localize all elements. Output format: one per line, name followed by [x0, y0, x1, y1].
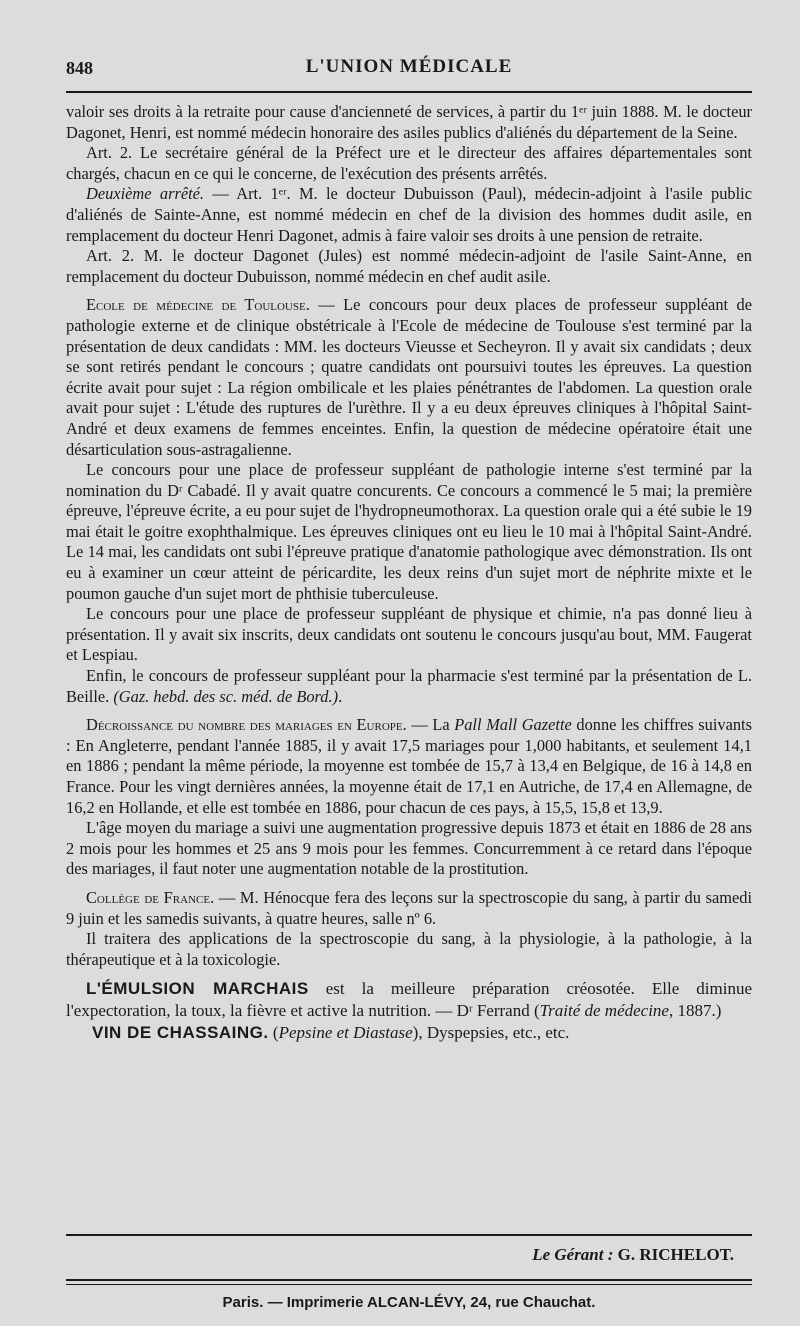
art2-paragraph: Art. 2. Le secrétaire général de la Préfect ure et le directeur des affaires départementales sont chargés, chacun en ce qui le concerne, de l'exécution des présents arrêtés. — [66, 143, 752, 183]
vin-ingredients: Pepsine et Diastase — [278, 1023, 413, 1043]
toulouse-heading: Ecole de médecine de Toulouse. — [86, 295, 310, 315]
printer-imprint: Paris. — Imprimerie ALCAN-LÉVY, 24, rue Chauchat. — [222, 1294, 596, 1311]
mariages-paragraph-2: L'âge moyen du mariage a suivi une augmentation progressive depuis 1873 et était en 1886 de 28 ans 2 mois pour les hommes et 25 ans 9 mois pour les femmes. Concurremment à ce retard dans l'époque des mariages, il faut noter une augmentation notable de la prostitution. — [66, 818, 752, 879]
footer-rule-1 — [66, 1279, 752, 1281]
mariages-heading: Décroissance du nombre des mariages en Europe. — [86, 715, 407, 735]
gerant-line — [532, 1245, 734, 1265]
toulouse-paragraph-1 — [66, 295, 752, 460]
mariages-text-1a: — La — [406, 715, 455, 735]
college-heading: Collège de France. — [86, 887, 215, 907]
pall-mall-gazette: Pall Mall Gazette — [454, 715, 572, 735]
advertisements — [66, 978, 752, 1044]
journal-title: L'UNION MÉDICALE — [305, 56, 513, 77]
vin-text: ), Dyspepsies, etc., etc. — [412, 1023, 570, 1043]
intro-paragraph: valoir ses droits à la retraite pour cause d'ancienneté de services, à partir du 1ᵉʳ juin 1888. M. le docteur Dagonet, Henri, est nommé médecin honoraire des asiles publics d'aliénés du département de la Seine. — [66, 102, 752, 142]
vin-paren: ( — [268, 1023, 279, 1043]
college-paragraph-1 — [66, 888, 752, 929]
article-body — [66, 102, 752, 1044]
emulsion-marchais-ad — [66, 978, 752, 1022]
vin-chassaing-name: VIN DE CHASSAING. — [92, 1023, 269, 1043]
footer-rule-top — [66, 1234, 752, 1236]
toulouse-text-4-end: . — [338, 686, 343, 706]
mariages-paragraph-1 — [66, 715, 752, 818]
emulsion-citation: Traité de médecine — [539, 1001, 669, 1021]
deuxieme-arrete-label: Deuxième arrêté. — [86, 184, 205, 204]
citation-gaz-hebd: (Gaz. hebd. des sc. méd. de Bord.) — [113, 686, 339, 706]
page-number: 848 — [66, 58, 93, 78]
deuxieme-arrete-text: — Art. 1ᵉʳ. M. le docteur Dubuisson (Paul), médecin-adjoint à l'asile public d'aliénés de Sainte-Anne, est nommé médecin en chef de la division des hommes dudit asile, en remplacement du docteur Henri Dagonet, admis à faire valoir ses droits à une pension de retraite. — [66, 184, 753, 245]
vin-chassaing-ad — [66, 1022, 752, 1044]
emulsion-end: , 1887.) — [668, 1001, 722, 1021]
toulouse-paragraph-3: Le concours pour une place de professeur suppléant de physique et chimie, n'a pas donné lieu à présentation. Il y avait six inscrits, deux candidats ont soutenu le concours jusqu'au bout, MM. Faugerat et Lespiau. — [66, 604, 752, 665]
gerant-label: Le Gérant : — [532, 1245, 614, 1264]
header-rule — [66, 91, 752, 93]
mariages-text-1b: donne les chiffres suivants : En Angleterre, pendant l'année 1885, il y avait 17,5 mariages pour 1,000 habitants, et seulement 14,1 en 1886 ; pendant la même période, la moyenne est tombée de 15,7 à 13,4 en Belgique, de 16 à 14,8 en France. Pour les vingt dernières années, la moyenne était de 17,1 en Autriche, de 17,4 en Allemagne, de 16,2 en Hollande, et elle est tombée en 1886, pour chacun de ces pays, à 15,5, 15,8 et 13,9. — [66, 715, 752, 817]
toulouse-text-1: — Le concours pour deux places de professeur suppléant de pathologie externe et de clinique obstétricale à l'Ecole de médecine de Toulouse s'est terminé par la présentation de deux candidats : MM. les docteurs Vieusse et Secheyron. Il y avait six candidats ; deux se sont retirés pendant le concours ; quatre candidats ont poursuivi toutes les épreuves. La question écrite avait pour sujet : La région ombilicale et les plaies pénétrantes de l'abdomen. La question orale avait pour sujet : L'étude des ruptures de l'urèthre. Il y a eu deux épreuves cliniques à l'hôpital Saint-André et deux examens de femmes enceintes. Enfin, la question de médecine opératoire était une désarticulation sous-astragalienne. — [66, 295, 752, 459]
gerant-name: G. RICHELOT. — [613, 1245, 734, 1264]
footer-rule-2 — [66, 1284, 752, 1285]
toulouse-paragraph-4 — [66, 666, 752, 707]
page-header — [66, 58, 752, 84]
college-paragraph-2: Il traitera des applications de la spectroscopie du sang, à la physiologie, à la pathologie, à la thérapeutique et à la toxicologie. — [66, 929, 752, 969]
art2b-paragraph: Art. 2. M. le docteur Dagonet (Jules) est nommé médecin-adjoint de l'asile Saint-Anne, en remplacement du docteur Dubuisson, nommé médecin en chef audit asile. — [66, 246, 752, 286]
toulouse-paragraph-2: Le concours pour une place de professeur suppléant de pathologie interne s'est terminé par la nomination du Dʳ Cabadé. Il y avait quatre concurents. Ce concours a commencé le 5 mai; la première épreuve, l'épreuve écrite, a eu pour sujet de l'hydropneumothorax. La question orale qui a été subie le 19 mai était le goitre exophthalmique. Les épreuves cliniques ont eu lieu le 10 mai à l'hôpital Saint-André. Le 14 mai, les candidats ont subi l'épreuve pratique d'anatomie pathologique avec démonstration. Ils ont eu à examiner un cœur atteint de péricardite, les deux reins d'un sujet mort de néphrite mixte et le poumon gauche d'un sujet mort de phthisie tuberculeuse. — [66, 460, 752, 603]
college-text-1: — M. Hénocque fera des leçons sur la spectroscopie du sang, à partir du samedi 9 juin et les samedis suivants, à quatre heures, salle nº 6. — [66, 887, 752, 928]
toulouse-text-4: Enfin, le concours de professeur suppléant pour la pharmacie s'est terminé par la présentation de L. Beille. — [66, 666, 752, 706]
emulsion-text: est la meilleure préparation créosotée. Elle diminue l'expectoration, la toux, la fièvre et active la nutrition. — Dʳ Ferrand ( — [66, 979, 752, 1021]
deuxieme-arrete-paragraph — [66, 184, 752, 246]
emulsion-marchais-name: L'ÉMULSION MARCHAIS — [86, 979, 309, 999]
